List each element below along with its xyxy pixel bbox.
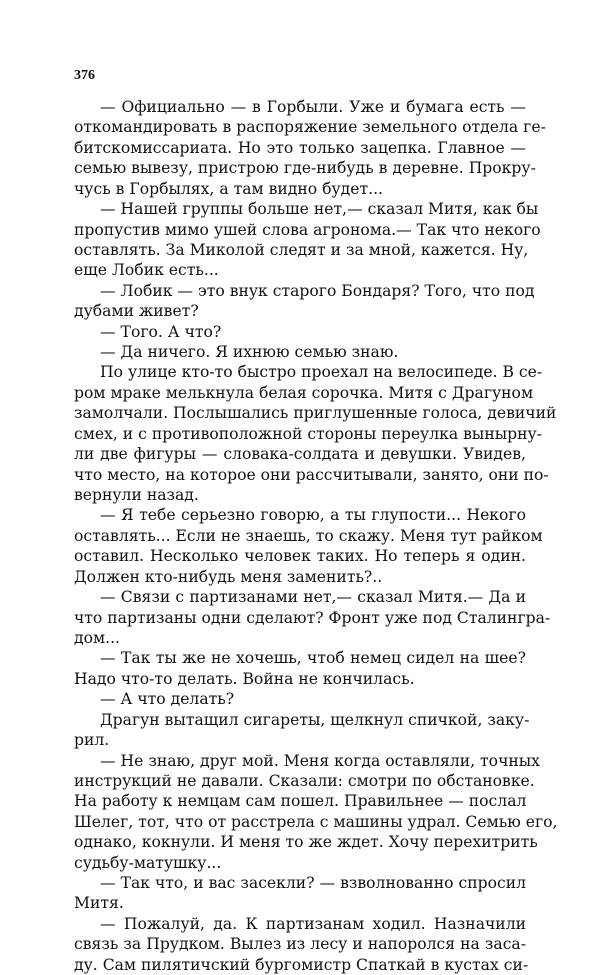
text-line: — Связи с партизанами нет,— сказал Митя.— Да и [100,588,526,607]
text-line: смех, и с противоположной стороны переулка вынырну- [74,424,542,443]
text-line: дубами живет? [74,302,199,321]
text-line: еще Лобик есть... [74,261,219,280]
text-line: Драгун вытащил сигареты, щелкнул спичкой, заку- [100,710,530,729]
text-line: оставлять. За Миколой следят и за мной, кажется. Ну, [74,240,529,259]
text-line: чусь в Горбылях, а там видно будет... [74,179,384,198]
text-line: битскомиссариата. Но это только зацепка. Главное — [74,138,526,157]
text-line: семью вывезу, пристрою где-нибудь в деревне. Прокру- [74,159,536,178]
text-line: — Того. А что? [100,322,222,341]
text-line: Надо что-то делать. Война не кончилась. [74,669,415,688]
text-line: — Не знаю, друг мой. Меня когда оставляли, точных [100,751,540,770]
text-line: Шелег, тот, что от расстрела с машины удрал. Семью его, [74,812,558,831]
text-line: — Лобик — это внук старого Бондаря? Того, что под [100,281,535,300]
text-line: что партизаны одни сделают? Фронт уже под Сталингра- [74,608,551,627]
text-line: рил. [74,731,110,750]
text-line: — Пожалуй, да. К партизанам ходил. Назначили [100,914,526,933]
text-line: вернули назад. [74,486,199,505]
text-line: Должен кто-нибудь меня заменить?.. [74,567,383,586]
text-line: По улице кто-то быстро проехал на велосипеде. В се- [100,363,543,382]
text-line: — Да ничего. Я ихнюю семью знаю. [100,343,399,362]
body-text [74,97,558,975]
text-line: оставлять... Если не знаешь, то скажу. Меня тут райком [74,526,543,545]
text-line: Митя. [74,894,124,913]
text-line: судьбу-матушку... [74,853,222,872]
text-line: ду. Сам пилятичский бургомистр Спаткай в кустах си- [74,955,529,974]
text-line: — Так что, и вас засекли? — взволнованно спросил [100,874,526,893]
text-line: дом... [74,628,120,647]
text-line: однако, кокнули. И меня то же ждет. Хочу перехитрить [74,833,538,852]
text-line: замолчали. Послышались приглушенные голоса, девичий [74,404,557,423]
page-number: 376 [74,68,95,83]
text-line: — Официально — в Горбыли. Уже и бумага есть — [100,98,526,116]
text-line: ром мраке мелькнула белая сорочка. Митя с Драгуном [74,383,534,402]
text-line: что место, на которое они рассчитывали, занято, они по- [74,465,549,484]
text-line: — Нашей группы больше нет,— сказал Митя, как бы [100,200,539,219]
text-line: оставил. Несколько человек таких. Но теперь я один. [74,547,526,566]
text-line: — А что делать? [100,690,235,709]
text-line: На работу к немцам сам пошел. Правильнее — послал [74,792,527,811]
text-line: — Так ты же не хочешь, чтоб немец сидел на шее? [100,649,526,668]
text-line: откомандировать в распоряжение земельного отдела ге- [74,118,546,137]
text-line: связь за Прудком. Вылез из лесу и напоролся на заса- [74,935,526,954]
text-line: пропустив мимо ушей слова агронома.— Так что некого [74,220,541,239]
text-line: ли две фигуры — словака-солдата и девушки. Увидев, [74,445,526,464]
text-line: инструкций не давали. Сказали: смотри по обстановке. [74,771,535,790]
text-line: — Я тебе серьезно говорю, а ты глупости... Некого [100,506,526,525]
